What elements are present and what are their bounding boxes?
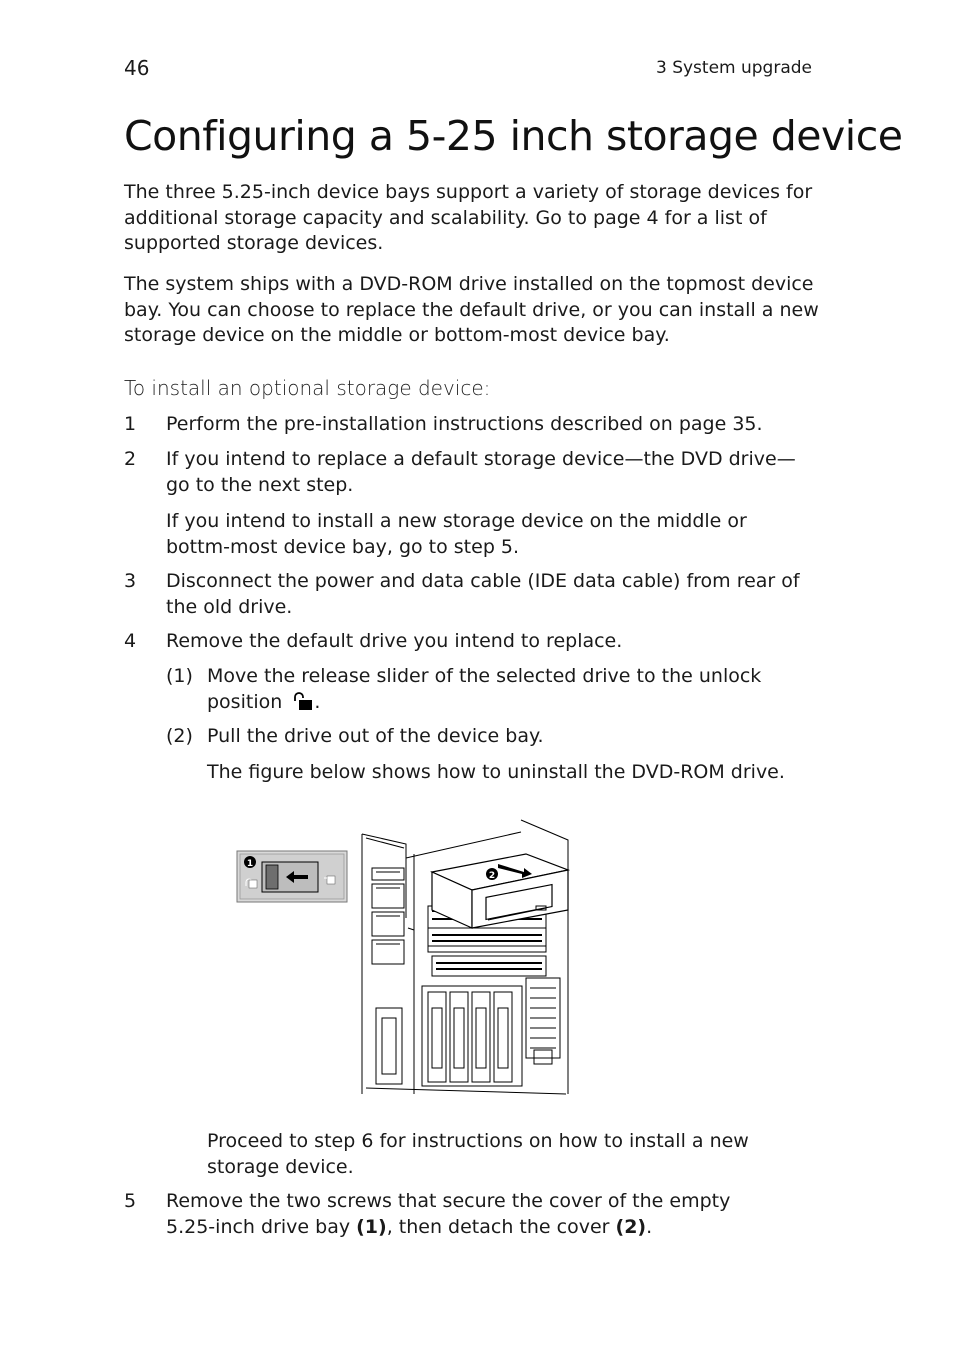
step-number: 5: [124, 1190, 137, 1212]
step-text: Perform the pre-installation instructions described on page 35.: [166, 413, 763, 435]
substep-text: Pull the drive out of the device bay.: [207, 725, 544, 747]
substep-text: [207, 664, 787, 718]
page-title: Configuring a 5-25 inch storage device: [124, 112, 903, 160]
figure-intro-text: The figure below shows how to uninstall the DVD-ROM drive.: [207, 761, 785, 783]
step-text: [166, 1189, 766, 1240]
step-number: 2: [124, 448, 137, 470]
step-number: 1: [124, 413, 137, 435]
step-text: Disconnect the power and data cable (IDE data cable) from rear of the old drive.: [166, 570, 800, 618]
procedure-heading: To install an optional storage device:: [124, 376, 491, 400]
step-number: 4: [124, 630, 137, 652]
substep-period: .: [314, 690, 321, 713]
callout-2: 2: [488, 871, 496, 881]
after-figure-text: Proceed to step 6 for instructions on how to install a new storage device.: [207, 1130, 749, 1178]
substep-number: (1): [166, 665, 193, 687]
step-text: Remove the default drive you intend to replace.: [166, 630, 623, 652]
step-5-text-before: Remove the two screws that secure the cover of the empty 5.25-inch drive bay: [166, 1190, 731, 1238]
page-number: 46: [124, 56, 150, 80]
dvd-removal-figure: [236, 818, 572, 1098]
intro-paragraph-2: The system ships with a DVD-ROM drive installed on the topmost device bay. You can choose to replace the default drive, or you can install a new storage device on the middle or bottom-most device bay.: [124, 273, 819, 346]
step-text: If you intend to replace a default storage device—the DVD drive—go to the next step.: [166, 448, 796, 496]
step-5-bold-1: (1): [356, 1215, 387, 1238]
callout-1: 1: [246, 859, 254, 869]
step-number: 3: [124, 570, 137, 592]
substep-text-main: Move the release slider of the selected drive to the unlock position: [207, 665, 762, 713]
step-5-bold-2: (2): [615, 1215, 647, 1238]
running-head: 3 System upgrade: [655, 58, 812, 78]
step-5-text-after: .: [646, 1215, 653, 1238]
step-extra-text: If you intend to install a new storage device on the middle or bottm-most device bay, go to step 5.: [166, 510, 747, 558]
intro-paragraph-1: The three 5.25-inch device bays support a variety of storage devices for additional storage capacity and scalability. Go to page 4 for a list of supported storage devices.: [124, 181, 813, 254]
unlock-icon: [292, 691, 314, 719]
dvd-removal-illustration: [236, 818, 572, 1098]
substep-number: (2): [166, 725, 193, 747]
step-5-text-mid: , then detach the cover: [386, 1215, 616, 1238]
